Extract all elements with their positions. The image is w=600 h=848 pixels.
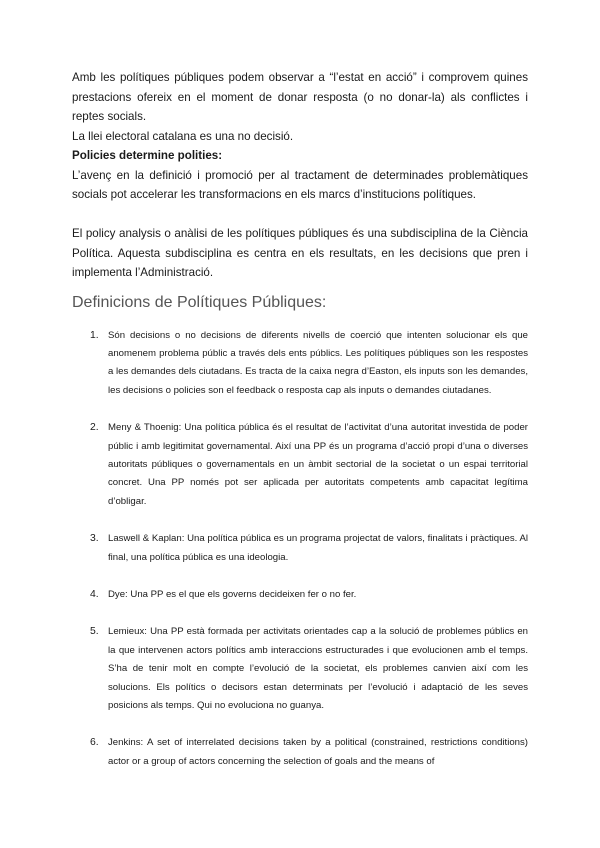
policy-analysis-paragraph: El policy analysis o anàlisi de les polítiques públiques és una subdisciplina de la Ciència Política. Aquesta subdisciplina es centra en els resultats, en les decisions que pren i implementa l’Administració.: [72, 227, 528, 279]
definition-number: 1.: [90, 329, 99, 341]
definition-text: Lemieux: Una PP està formada per activitats orientades cap a la solució de problemes públics en la que intervenen actors polítics amb interaccions estructurades i que evolucionen amb el temps. S’ha de tenir molt en compte l’evolució de la societat, els problemes canvien així com les solucions. Els polítics o decisors estan determinats per l’evolució i adaptació de les seves posicions als temps. Qui no evoluciona no guanya.: [108, 626, 528, 711]
paragraph-spacer: [72, 205, 528, 225]
section-heading: Definicions de Polítiques Públiques:: [72, 293, 327, 311]
definitions-list: [72, 327, 528, 772]
definition-text: Són decisions o no decisions de diferents nivells de coerció que intenten solucionar els que anomenem problema públic a través dels ents públics. Les polítiques públiques son les respostes a les demandes dels ciutadans. Es tracta de la caixa negra d’Easton, els inputs son les demandes, les decisions o policies son el feedback o resposta cap als inputs o demandes ciutadanes.: [108, 329, 528, 396]
definition-number: 4.: [90, 588, 99, 600]
definition-text: Meny & Thoenig: Una política pública és el resultat de l’activitat d’una autoritat investida de poder públic i amb legitimitat governamental. Així una PP és un programa d’acció propi d’una o diverses autoritats públiques o governamentals en un àmbit sectorial de la societat o un espai territorial concret. Una PP només pot ser aplicada per autoritats competents amb capacitat legítima d’obligar.: [108, 422, 528, 507]
advance-paragraph: L’avenç en la definició i promoció per al tractament de determinades problemàtiques socials pot accelerar les transformacions en els marcs d’institucions polítiques.: [72, 168, 528, 201]
definition-text: Dye: Una PP es el que els governs decideixen fer o no fer.: [108, 588, 357, 600]
electoral-law-line: La llei electoral catalana es una no decisió.: [72, 129, 294, 143]
intro-paragraph: Amb les polítiques públiques podem observar a “l’estat en acció” i comprovem quines prestacions ofereix en el moment de donar resposta (o no donar-la) als conflictes i reptes socials.: [72, 71, 528, 123]
definition-text: Laswell & Kaplan: Una política pública es un programa projectat de valors, finalitats i pràctiques. Al final, una política pública es una ideologia.: [108, 533, 528, 563]
page-body: [72, 68, 528, 790]
definition-number: 3.: [90, 533, 99, 545]
definition-item-3: [72, 530, 528, 567]
definition-item-2: [72, 419, 528, 511]
definition-item-5: [72, 623, 528, 715]
bold-heading-line: Policies determine polities:: [72, 149, 223, 162]
definition-number: 5.: [90, 626, 99, 638]
definition-item-4: [72, 586, 528, 604]
definition-item-1: [72, 327, 528, 401]
definition-number: 2.: [90, 422, 99, 434]
definition-number: 6.: [90, 737, 99, 749]
definition-item-6: [72, 734, 528, 771]
definition-text: Jenkins: A set of interrelated decisions taken by a political (constrained, restrictions conditions) actor or a group of actors concerning the selection of goals and the means of: [108, 737, 528, 767]
